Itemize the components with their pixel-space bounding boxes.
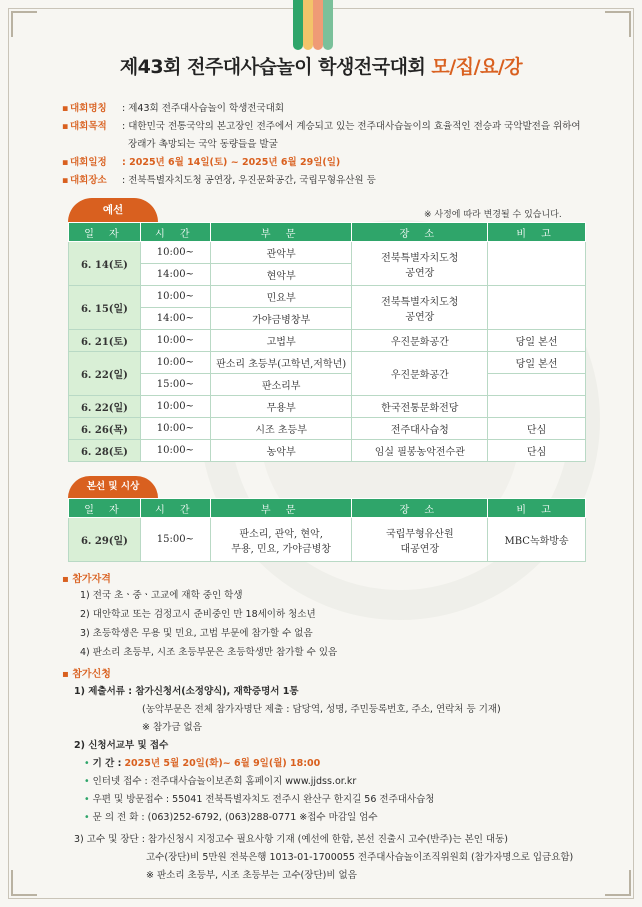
- info-value: 장래가 촉망되는 국악 동량들을 발굴: [128, 139, 278, 150]
- time-cell: 15:00~: [140, 518, 210, 562]
- final-tab: 본선 및 시상: [68, 476, 158, 498]
- corner-ornament: [605, 870, 631, 896]
- time-cell: 10:00~: [140, 396, 210, 418]
- table-row: [69, 396, 586, 418]
- table-row: [69, 374, 586, 396]
- place-cell: 국립무형유산원 대공연장: [352, 518, 488, 562]
- info-value: : 대한민국 전통국악의 본고장인 전주에서 계승되고 있는 전주대사습놀이의 효율적인 전승과 국악발전을 위하여: [122, 121, 581, 132]
- note-cell: 단심: [488, 418, 586, 440]
- info-key: 대회일정: [70, 157, 107, 168]
- time-cell: 10:00~: [140, 440, 210, 462]
- time-cell: 10:00~: [140, 330, 210, 352]
- stripe: [313, 0, 323, 50]
- header-place: 장 소: [352, 499, 488, 518]
- table-row: [69, 418, 586, 440]
- place-cell: 우진문화공간: [352, 330, 488, 352]
- table-row: [69, 440, 586, 462]
- apply-item: ※ 판소리 초등부, 시조 초등부는 고수(장단)비 없음: [146, 870, 357, 881]
- final-table: [68, 498, 586, 562]
- time-cell: 14:00~: [140, 264, 210, 286]
- apply-item: • 우편 및 방문접수 : 55041 전북특별자치도 전주시 완산구 한지길 56 전주대사습청: [84, 794, 435, 805]
- qual-list: [80, 586, 337, 662]
- info-row: ▪ 대회장소 : 전북특별자치도청 공연장, 우진문화공간, 국립무형유산원 등: [62, 172, 592, 190]
- dept-cell: 현악부: [210, 264, 352, 286]
- time-cell: 10:00~: [140, 286, 210, 308]
- time-cell: 15:00~: [140, 374, 210, 396]
- place-cell: 우진문화공간: [352, 352, 488, 396]
- dept-cell: 판소리, 관악, 현악, 무용, 민요, 가야금병창: [210, 518, 352, 562]
- time-cell: 10:00~: [140, 418, 210, 440]
- title-main: 제43회 전주대사습놀이 학생전국대회: [119, 56, 432, 78]
- dept-cell: 시조 초등부: [210, 418, 352, 440]
- table-row: [69, 518, 586, 562]
- header-note: 비 고: [488, 223, 586, 242]
- dept-cell: 무용부: [210, 396, 352, 418]
- header-dept: 부 문: [210, 223, 352, 242]
- table-row: [69, 286, 586, 308]
- apply-section: [62, 683, 573, 885]
- page-title: [0, 52, 642, 79]
- info-row: ▪ 대회목적 : 대한민국 전통국악의 본고장인 전주에서 계승되고 있는 전주대사습놀이의 효율적인 전승과 국악발전을 위하여: [62, 118, 592, 136]
- apply-item: 고수(장단)비 5만원 전북은행 1013-01-1700055 전주대사습놀이조직위원회 (참가자명으로 입금요함): [146, 852, 574, 863]
- apply-item: 2) 신청서교부 및 접수: [74, 740, 169, 751]
- list-item: 3) 초등학생은 무용 및 민요, 고법 부문에 참가할 수 없음: [80, 628, 313, 639]
- color-stripes: [293, 0, 333, 50]
- dept-cell: 관악부: [210, 242, 352, 264]
- stripe: [303, 0, 313, 50]
- prelim-table: [68, 222, 586, 462]
- note-cell: 당일 본선: [488, 330, 586, 352]
- dept-cell: 가야금병창부: [210, 308, 352, 330]
- info-key: 대회장소: [70, 175, 107, 186]
- event-info: [62, 100, 592, 190]
- note-cell: 단심: [488, 440, 586, 462]
- list-item: 1) 전국 초ㆍ중ㆍ고교에 재학 중인 학생: [80, 590, 243, 601]
- date-cell: 6. 22(일): [69, 352, 141, 396]
- apply-item: • 기 간 : 2025년 5월 20일(화)~ 6월 9일(월) 18:00: [84, 758, 321, 769]
- corner-ornament: [11, 11, 37, 37]
- date-cell: 6. 21(토): [69, 330, 141, 352]
- note-cell: [488, 396, 586, 418]
- table-row: [69, 352, 586, 374]
- date-cell: 6. 28(토): [69, 440, 141, 462]
- dept-cell: 판소리 초등부(고학년,저학년): [210, 352, 352, 374]
- place-cell: 전북특별자치도청 공연장: [352, 286, 488, 330]
- info-key: 대회목적: [70, 121, 107, 132]
- dept-cell: 판소리부: [210, 374, 352, 396]
- prelim-tab: 예선: [68, 198, 158, 222]
- apply-heading: ▪ 참가신청: [62, 669, 111, 680]
- place-cell: 임실 필봉농악전수관: [352, 440, 488, 462]
- date-cell: 6. 26(목): [69, 418, 141, 440]
- date-cell: 6. 15(일): [69, 286, 141, 330]
- stripe: [323, 0, 333, 50]
- apply-item: 1) 제출서류 : 참가신청서(소정양식), 재학증명서 1통: [74, 686, 299, 697]
- time-cell: 14:00~: [140, 308, 210, 330]
- apply-item: (농악부문은 전체 참가자명단 제출 : 담당역, 성명, 주민등록번호, 주소, 연락처 등 기재): [142, 704, 501, 715]
- info-value: : 2025년 6월 14일(토) ~ 2025년 6월 29일(일): [122, 157, 341, 168]
- info-value: : 제43회 전주대사습놀이 학생전국대회: [122, 103, 285, 114]
- header-date: 일 자: [69, 223, 141, 242]
- list-item: 4) 판소리 초등부, 시조 초등부문은 초등학생만 참가할 수 있음: [80, 647, 338, 658]
- info-row: ▪ 대회명칭 : 제43회 전주대사습놀이 학생전국대회: [62, 100, 592, 118]
- list-item: 2) 대안학교 또는 검정고시 준비중인 만 18세이하 청소년: [80, 609, 316, 620]
- header-time: 시 간: [140, 223, 210, 242]
- info-key: 대회명칭: [70, 103, 107, 114]
- apply-item: ※ 참가금 없음: [142, 722, 202, 733]
- apply-item: 3) 고수 및 장단 : 참가신청시 지정고수 필요사항 기재 (예선에 한함, 본선 진출시 고수(반주)는 본인 대동): [74, 834, 508, 845]
- change-notice: ※ 사정에 따라 변경될 수 있습니다.: [424, 210, 562, 220]
- place-cell: 전주대사습청: [352, 418, 488, 440]
- dept-cell: 농악부: [210, 440, 352, 462]
- qual-heading: ▪ 참가자격: [62, 574, 111, 585]
- info-row: ▪ 대회일정 : 2025년 6월 14일(토) ~ 2025년 6월 29일(일): [62, 154, 592, 172]
- stripe: [293, 0, 303, 50]
- title-accent: 모/집/요/강: [431, 56, 523, 78]
- corner-ornament: [605, 11, 631, 37]
- info-row: [62, 136, 592, 154]
- time-cell: 10:00~: [140, 352, 210, 374]
- corner-ornament: [11, 870, 37, 896]
- header-dept: 부 문: [210, 499, 352, 518]
- header-date: 일 자: [69, 499, 141, 518]
- note-cell: 당일 본선: [488, 352, 586, 374]
- note-cell: MBC녹화방송: [488, 518, 586, 562]
- time-cell: 10:00~: [140, 242, 210, 264]
- dept-cell: 민요부: [210, 286, 352, 308]
- info-value: : 전북특별자치도청 공연장, 우진문화공간, 국립무형유산원 등: [122, 175, 376, 186]
- table-row: [69, 242, 586, 264]
- date-cell: 6. 29(일): [69, 518, 141, 562]
- header-place: 장 소: [352, 223, 488, 242]
- header-note: 비 고: [488, 499, 586, 518]
- date-cell: 6. 14(토): [69, 242, 141, 286]
- note-cell: [488, 242, 586, 286]
- place-cell: 한국전통문화전당: [352, 396, 488, 418]
- apply-item: • 인터넷 접수 : 전주대사습놀이보존회 홈페이지 www.jjdss.or.kr: [84, 776, 357, 787]
- table-row: [69, 330, 586, 352]
- note-cell: [488, 286, 586, 330]
- date-cell: 6. 22(일): [69, 396, 141, 418]
- place-cell: 전북특별자치도청 공연장: [352, 242, 488, 286]
- header-time: 시 간: [140, 499, 210, 518]
- dept-cell: 고법부: [210, 330, 352, 352]
- note-cell: [488, 374, 586, 396]
- apply-item: • 문 의 전 화 : (063)252-6792, (063)288-0771 ※접수 마감일 엄수: [84, 812, 378, 823]
